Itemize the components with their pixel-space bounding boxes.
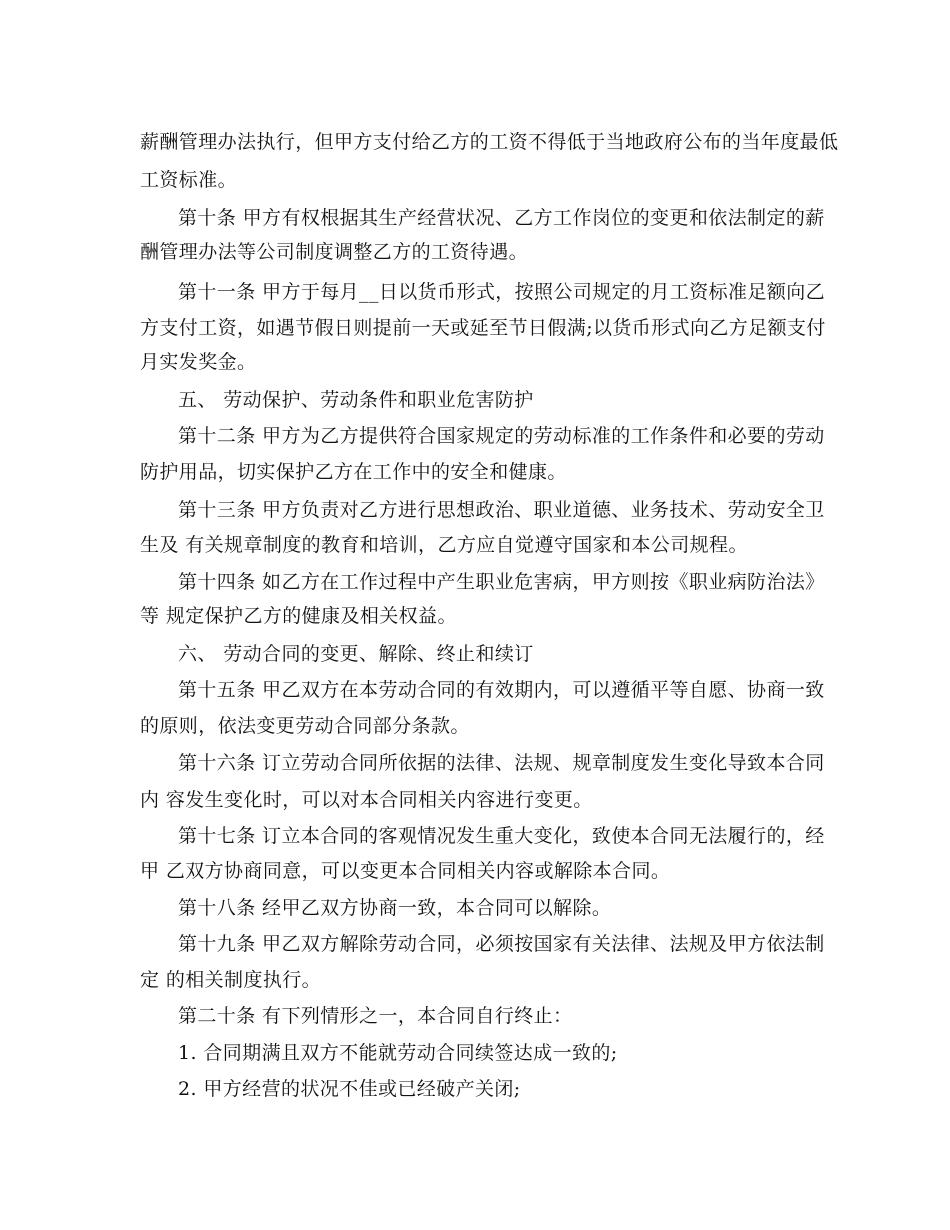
text-line: 月实发奖金。 (140, 351, 257, 373)
text-line: 第十五条 甲乙双方在本劳动合同的有效期内，可以遵循平等自愿、协商一致 (178, 679, 825, 701)
text-line: 第十九条 甲乙双方解除劳动合同，必须按国家有关法律、法规及甲方依法制 (178, 933, 825, 955)
text-line: 第十二条 甲方为乙方提供符合国家规定的劳动标准的工作条件和必要的劳动 (178, 425, 825, 447)
list-item: 2. 甲方经营的状况不佳或已经破产关闭; (178, 1078, 521, 1100)
text-line: 第十三条 甲方负责对乙方进行思想政治、职业道德、业务技术、劳动安全卫 (178, 499, 825, 521)
text-line: 酬管理办法等公司制度调整乙方的工资待遇。 (140, 241, 529, 263)
text-line: 方支付工资，如遇节假日则提前一天或延至节日假满;以货币形式向乙方足额支付 (140, 317, 826, 339)
text-line: 等 规定保护乙方的健康及相关权益。 (140, 605, 457, 627)
text-line: 定 的相关制度执行。 (140, 969, 322, 991)
text-line: 内 容发生变化时，可以对本合同相关内容进行变更。 (140, 789, 593, 811)
text-line: 第十条 甲方有权根据其生产经营状况、乙方工作岗位的变更和依法制定的薪 (178, 207, 825, 229)
text-line: 第十七条 订立本合同的客观情况发生重大变化，致使本合同无法履行的，经 (178, 825, 825, 847)
text-line: 工资标准。 (140, 169, 238, 191)
section-heading: 五、 劳动保护、劳动条件和职业危害防护 (178, 389, 534, 411)
text-line: 第十六条 订立劳动合同所依据的法律、法规、规章制度发生变化导致本合同 (178, 752, 825, 774)
text-line: 第十一条 甲方于每月__日以货币形式，按照公司规定的月工资标准足额向乙 (178, 281, 826, 303)
text-line: 薪酬管理办法执行，但甲方支付给乙方的工资不得低于当地政府公布的当年度最低 (140, 131, 839, 153)
text-line: 第二十条 有下列情形之一，本合同自行终止： (178, 1005, 573, 1027)
section-heading: 六、 劳动合同的变更、解除、终止和续订 (178, 643, 534, 665)
text-line: 甲 乙双方协商同意，可以变更本合同相关内容或解除本合同。 (140, 860, 671, 882)
text-line: 第十四条 如乙方在工作过程中产生职业危害病，甲方则按《职业病防治法》 (178, 571, 825, 593)
text-line: 第十八条 经甲乙双方协商一致，本合同可以解除。 (178, 897, 612, 919)
text-line: 的原则，依法变更劳动合同部分条款。 (140, 715, 470, 737)
list-item: 1. 合同期满且双方不能就劳动合同续签达成一致的; (178, 1042, 618, 1064)
text-line: 生及 有关规章制度的教育和培训，乙方应自觉遵守国家和本公司规程。 (140, 534, 748, 556)
text-line: 防护用品，切实保护乙方在工作中的安全和健康。 (140, 461, 567, 483)
